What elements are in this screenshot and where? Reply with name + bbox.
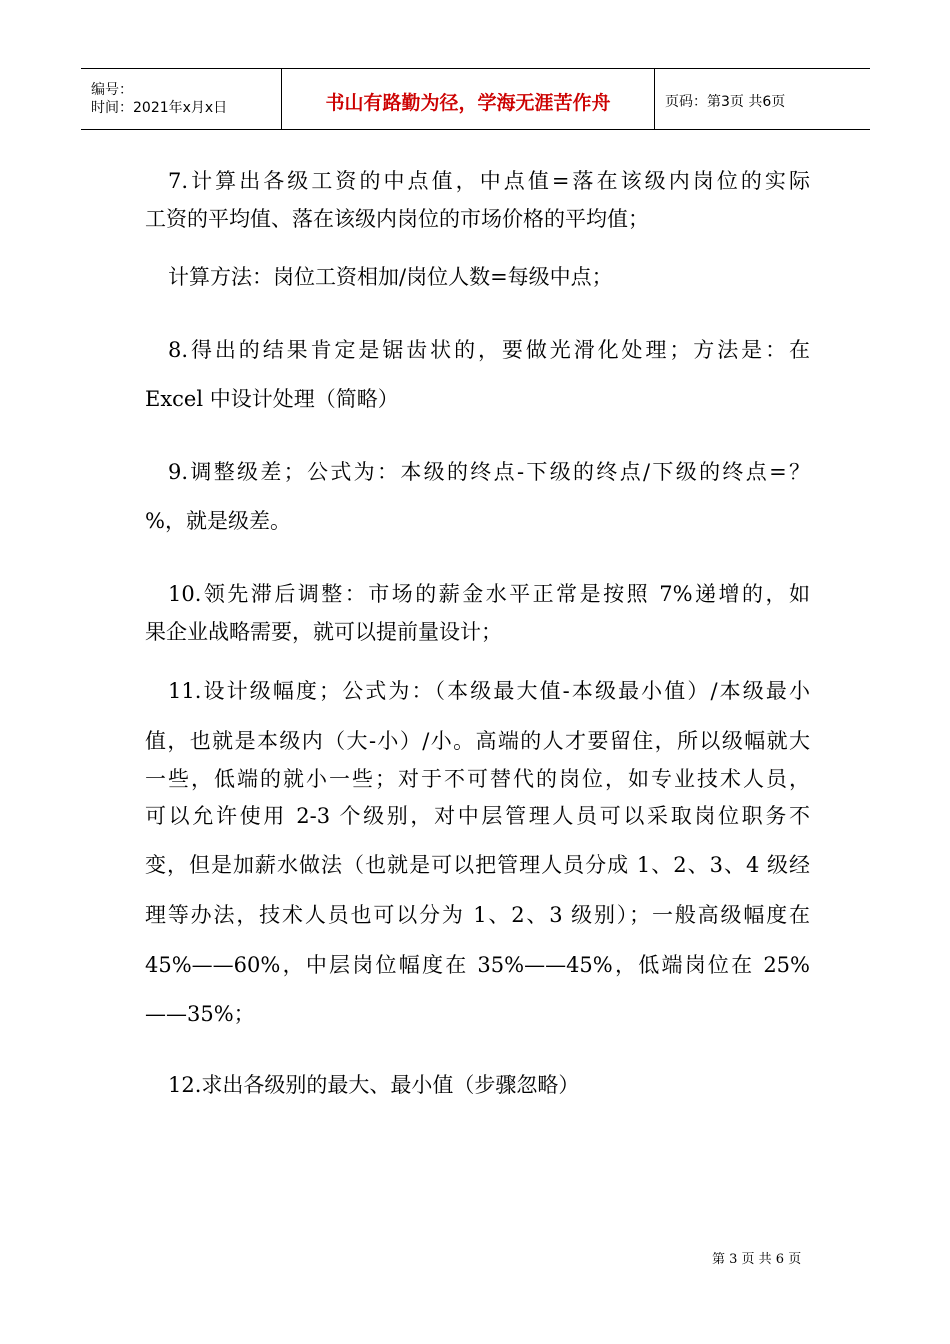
text-line: 值，也就是本级内（大-小）/小。高端的人才要留住，所以级幅就大 (145, 729, 810, 753)
page-header (81, 68, 870, 130)
text-line: 9.调整级差；公式为：本级的终点-下级的终点/下级的终点=？ (168, 460, 810, 484)
text-line: 变，但是加薪水做法（也就是可以把管理人员分成 1、2、3、4 级经 (145, 853, 810, 877)
text-line: 8.得出的结果肯定是锯齿状的，要做光滑化处理；方法是：在 (168, 338, 810, 362)
page-footer: 第 3 页 共 6 页 (712, 1252, 802, 1267)
text-line: 10.领先滞后调整：市场的薪金水平正常是按照 7%递增的，如 (168, 582, 810, 606)
text-line: 果企业战略需要，就可以提前量设计； (145, 620, 502, 644)
text-line: 45%——60%，中层岗位幅度在 35%——45%，低端岗位在 25% (145, 953, 810, 977)
text-line: 一些，低端的就小一些；对于不可替代的岗位，如专业技术人员， (145, 767, 810, 791)
text-line: 11.设计级幅度；公式为：（本级最大值-本级最小值）/本级最小 (168, 679, 810, 703)
text-line: Excel 中设计处理（简略） (145, 387, 399, 411)
header-page-label: 页码：第3页 共6页 (665, 94, 786, 110)
header-motto: 书山有路勤为径，学海无涯苦作舟 (281, 69, 655, 129)
header-meta (81, 69, 281, 129)
text-line: 计算方法：岗位工资相加/岗位人数=每级中点； (168, 265, 613, 289)
document-number-label: 编号： (91, 82, 133, 98)
text-line: 12.求出各级别的最大、最小值（步骤忽略） (168, 1073, 580, 1097)
text-line: 可以允许使用 2-3 个级别，对中层管理人员可以采取岗位职务不 (145, 804, 810, 828)
text-line: 理等办法，技术人员也可以分为 1、2、3 级别）；一般高级幅度在 (145, 903, 810, 927)
document-time-label: 时间：2021年x月x日 (91, 100, 228, 116)
text-line: 工资的平均值、落在该级内岗位的市场价格的平均值； (145, 207, 649, 231)
text-line: 7.计算出各级工资的中点值，中点值=落在该级内岗位的实际 (168, 169, 810, 193)
text-line: %，就是级差。 (145, 509, 291, 533)
text-line: ——35%； (145, 1002, 255, 1026)
